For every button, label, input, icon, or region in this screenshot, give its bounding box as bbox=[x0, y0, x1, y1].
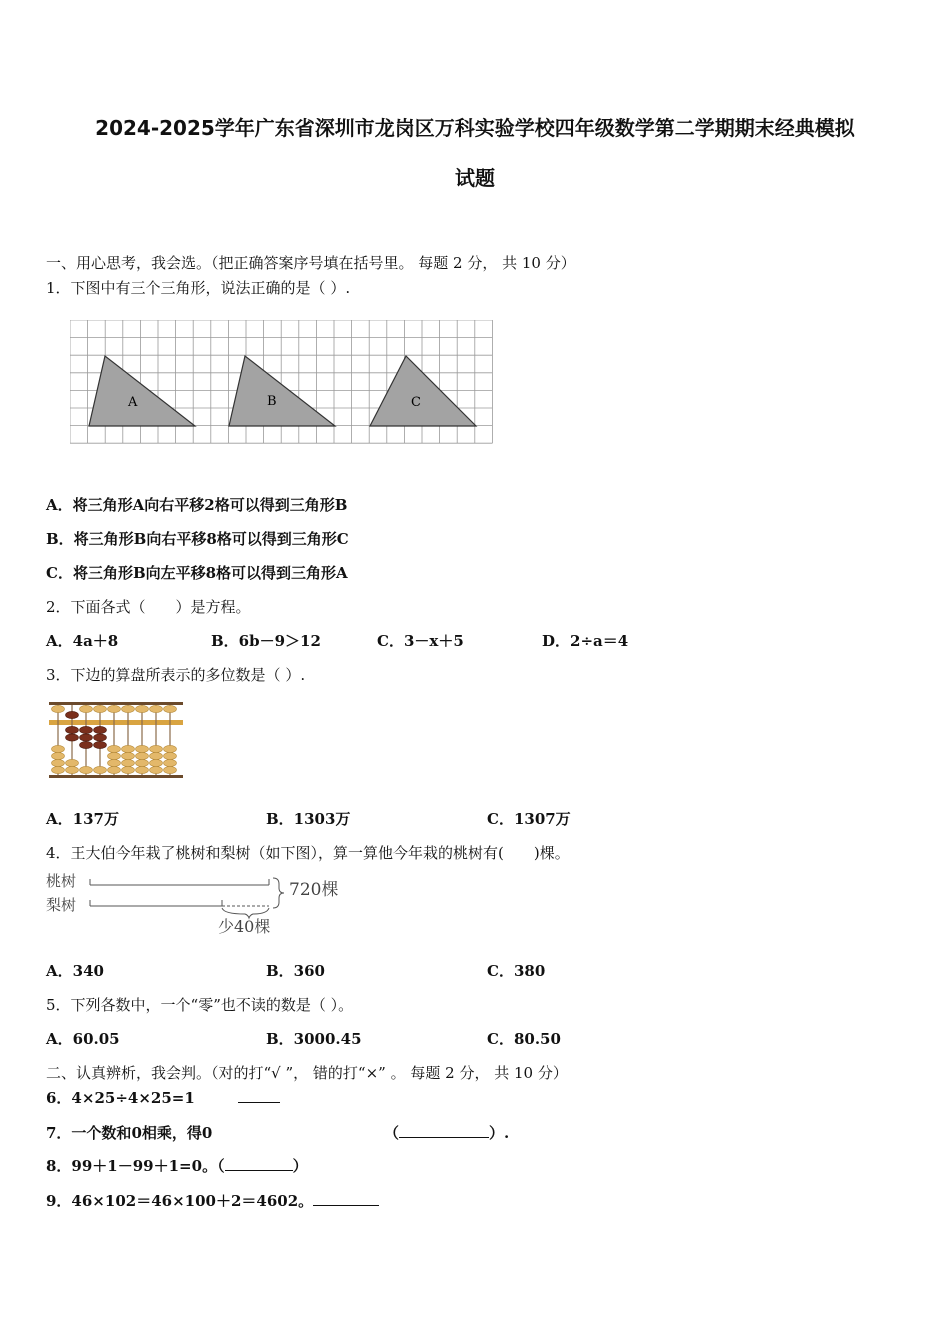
abacus-bead bbox=[66, 726, 79, 733]
triangle-b-label: B bbox=[267, 394, 277, 409]
abacus-bead bbox=[136, 752, 149, 759]
abacus-bead bbox=[80, 741, 93, 748]
q9-answer-blank[interactable] bbox=[313, 1191, 379, 1206]
abacus-bead bbox=[108, 759, 121, 766]
section1-heading: 一、用心思考，我会选。（把正确答案序号填在括号里。 每题 2 分， 共 10 分） bbox=[46, 254, 576, 272]
abacus-bead bbox=[150, 752, 163, 759]
q2-option-d: D．2÷a＝4 bbox=[542, 632, 629, 650]
abacus-bead bbox=[94, 726, 107, 733]
q3-option-c: C．1307万 bbox=[487, 810, 571, 828]
abacus-bead bbox=[94, 766, 107, 773]
q7-answer-blank[interactable] bbox=[399, 1123, 489, 1138]
abacus-bead bbox=[122, 759, 135, 766]
abacus-bead bbox=[150, 705, 163, 712]
q5-option-b: B．3000.45 bbox=[266, 1030, 362, 1048]
q4-stem: 4．王大伯今年栽了桃树和梨树（如下图），算一算他今年栽的桃树有( )棵。 bbox=[46, 844, 570, 862]
abacus-bead bbox=[80, 726, 93, 733]
q1-stem: 1．下图中有三个三角形，说法正确的是（ ）. bbox=[46, 279, 351, 297]
q1-option-c: C．将三角形B向左平移8格可以得到三角形A bbox=[46, 564, 348, 582]
abacus-bead bbox=[122, 705, 135, 712]
abacus-bead bbox=[164, 752, 177, 759]
difference-label: 少40棵 bbox=[218, 917, 271, 936]
abacus-bead bbox=[80, 734, 93, 741]
q6-text: 6．4×25÷4×25=1 bbox=[46, 1089, 195, 1107]
q5-stem: 5．下列各数中，一个“零”也不读的数是（ ）。 bbox=[46, 996, 354, 1014]
abacus-bead bbox=[122, 745, 135, 752]
triangle-b bbox=[229, 356, 335, 426]
abacus-bead bbox=[122, 752, 135, 759]
page-title-continued: 试题 bbox=[455, 166, 495, 190]
q4-option-c: C．380 bbox=[487, 962, 546, 980]
abacus-bead bbox=[122, 766, 135, 773]
q8-text bbox=[46, 1155, 308, 1176]
abacus-bead bbox=[52, 766, 65, 773]
q2-option-c: C．3－x＋5 bbox=[377, 632, 464, 650]
q1-option-a: A．将三角形A向右平移2格可以得到三角形B bbox=[46, 496, 348, 514]
q7-answer bbox=[384, 1122, 509, 1143]
q2-option-a: A．4a＋8 bbox=[46, 632, 119, 650]
q9-statement: 9．46×102＝46×100＋2＝4602。 bbox=[46, 1192, 314, 1210]
q6-answer-blank[interactable] bbox=[238, 1088, 280, 1103]
abacus-bead bbox=[108, 766, 121, 773]
abacus-bead bbox=[150, 766, 163, 773]
abacus-bead bbox=[94, 705, 107, 712]
pear-tree-label: 梨树 bbox=[46, 896, 77, 914]
abacus-bead bbox=[136, 766, 149, 773]
abacus-bead bbox=[108, 745, 121, 752]
q2-option-b: B．6b－9＞12 bbox=[211, 632, 321, 650]
abacus-bead bbox=[150, 745, 163, 752]
abacus-bead bbox=[66, 759, 79, 766]
abacus-bead bbox=[136, 759, 149, 766]
abacus-beads bbox=[52, 705, 177, 775]
abacus-figure bbox=[46, 699, 186, 781]
abacus-bead bbox=[136, 745, 149, 752]
triangle-c-label: C bbox=[411, 395, 421, 410]
abacus-bead bbox=[80, 705, 93, 712]
q5-option-c: C．80.50 bbox=[487, 1030, 561, 1048]
q5-option-a: A．60.05 bbox=[46, 1030, 120, 1048]
q7-text: 7．一个数和0相乘，得0 bbox=[46, 1124, 213, 1142]
q1-grid-figure bbox=[70, 320, 496, 446]
triangle-c bbox=[370, 356, 476, 426]
abacus-bead bbox=[164, 745, 177, 752]
abacus-bead bbox=[52, 745, 65, 752]
q1-option-b: B．将三角形B向右平移8格可以得到三角形C bbox=[46, 530, 349, 548]
q9-text bbox=[46, 1190, 379, 1211]
abacus-bead bbox=[108, 752, 121, 759]
q3-option-b: B．1303万 bbox=[266, 810, 351, 828]
abacus-bead bbox=[80, 766, 93, 773]
q4-line-diagram bbox=[44, 870, 354, 940]
q7-paren-open: （ bbox=[384, 1124, 400, 1142]
triangle-a bbox=[89, 356, 195, 426]
q3-option-a: A．137万 bbox=[46, 810, 119, 828]
q8-paren-close: ） bbox=[292, 1157, 308, 1175]
section2-heading: 二、认真辨析，我会判。（对的打“√ ”， 错的打“×” 。 每题 2 分， 共 10 分） bbox=[46, 1064, 568, 1082]
q2-stem: 2．下面各式（ ）是方程。 bbox=[46, 598, 251, 616]
abacus-bead bbox=[52, 752, 65, 759]
total-label: 720棵 bbox=[289, 880, 339, 900]
abacus-bead bbox=[164, 705, 177, 712]
q4-option-b: B．360 bbox=[266, 962, 325, 980]
abacus-bead bbox=[164, 766, 177, 773]
q8-answer-blank[interactable] bbox=[225, 1156, 293, 1171]
abacus-bead bbox=[108, 705, 121, 712]
abacus-bead bbox=[66, 711, 79, 718]
abacus-bead bbox=[136, 705, 149, 712]
q4-option-a: A．340 bbox=[46, 962, 104, 980]
abacus-bead bbox=[94, 741, 107, 748]
abacus-bead bbox=[66, 734, 79, 741]
page-title: 2024-2025学年广东省深圳市龙岗区万科实验学校四年级数学第二学期期末经典模拟 bbox=[95, 116, 855, 140]
abacus-bead bbox=[52, 705, 65, 712]
abacus-bead bbox=[52, 759, 65, 766]
peach-tree-label: 桃树 bbox=[46, 872, 77, 890]
abacus-bead bbox=[94, 734, 107, 741]
q3-stem: 3．下边的算盘所表示的多位数是（ ）. bbox=[46, 666, 306, 684]
abacus-bead bbox=[164, 759, 177, 766]
q8-statement: 8．99＋1－99＋1=0。（ bbox=[46, 1157, 225, 1175]
abacus-bead bbox=[66, 766, 79, 773]
abacus-bead bbox=[150, 759, 163, 766]
triangle-a-label: A bbox=[128, 395, 138, 410]
q7-paren-close: ）. bbox=[489, 1124, 510, 1142]
